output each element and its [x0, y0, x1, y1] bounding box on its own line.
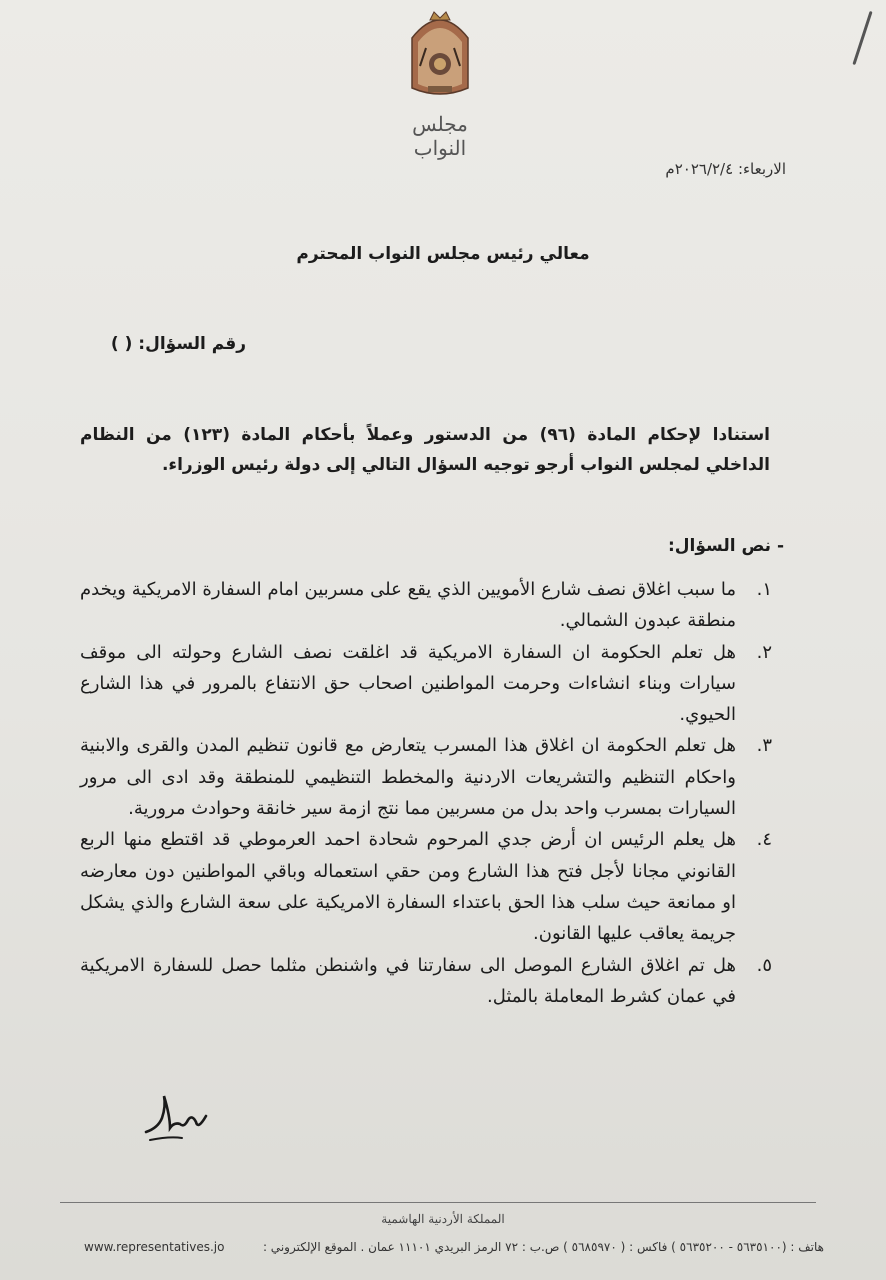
- footer-divider: [60, 1202, 816, 1203]
- question-number: ٤.: [756, 829, 772, 851]
- question-text-heading: - نص السؤال:: [667, 536, 784, 556]
- handwritten-signature: [140, 1088, 220, 1148]
- question-item: [80, 637, 772, 731]
- question-text: هل تعلم الحكومة ان السفارة الامريكية قد اغلقت نصف الشارع وحولته الى موقف سيارات وبناء انشاءات وحرمت المواطنين اصحاب حق الانتفاع بالمرور في هذا الشارع الحيوي.: [80, 641, 736, 726]
- pen-mark: [852, 11, 872, 65]
- question-number: ١.: [756, 579, 772, 600]
- questions-list: [80, 574, 772, 1012]
- question-number: ٣.: [756, 735, 772, 757]
- question-text: ما سبب اغلاق نصف شارع الأمويين الذي يقع على مسربين امام السفارة الامريكية ويخدم منطقة عبدون الشمالي.: [80, 579, 736, 632]
- intro-paragraph: استنادا لإحكام المادة (٩٦) من الدستور وعملاً بأحكام المادة (١٢٣) من النظام الداخلي لمجلس النواب أرجو توجيه السؤال التالي إلى دولة رئيس الوزراء.: [80, 425, 770, 475]
- question-number: ٥.: [756, 954, 772, 976]
- question-item: [80, 730, 772, 824]
- letter-date: الاربعاء: ٢٠٢٦/٢/٤م: [665, 160, 786, 178]
- question-item: [80, 574, 772, 637]
- question-number: ٢.: [756, 641, 772, 663]
- question-number-field: رقم السؤال: ( ): [110, 334, 246, 354]
- question-text: هل تم اغلاق الشارع الموصل الى سفارتنا في واشنطن مثلما حصل للسفارة الامريكية في عمان كشرط المعاملة بالمثل.: [80, 954, 736, 1007]
- footer-contact-info: هاتف : (٥٦٣٥١٠٠ - ٥٦٣٥٢٠٠ ) فاكس : ( ٥٦٨٥٩٧٠ ) ص.ب : ٧٢ الرمز البريدي ١١١٠١ عمان . الموقع الإلكتروني :: [262, 1240, 824, 1254]
- question-text: هل تعلم الحكومة ان اغلاق هذا المسرب يتعارض مع قانون تنظيم المدن والقرى والابنية واحكام التنظيم والتشريعات الاردنية والمخطط التنظيمي للمنطقة وقد ادى الى مرور السيارات بمسرب واحد بدل من مسربين مما نتج ازمة سير خانقة وحوادث مرورية.: [80, 735, 736, 820]
- footer-website-link[interactable]: www.representatives.jo: [84, 1240, 225, 1254]
- addressee-line: معالي رئيس مجلس النواب المحترم: [296, 244, 590, 264]
- question-text: هل يعلم الرئيس ان أرض جدي المرحوم شحادة احمد العرموطي قد اقتطع منها الربع القانوني مجانا لأجل فتح هذا الشارع ومن حقي استعماله وباقي المواطنين دون معارضه او ممانعة حيث سلب هذا الحق باعتداء السفارة الامريكية على سعة الشارع والذي يشكل جريمة يعاقب عليها القانون.: [80, 829, 736, 945]
- footer-kingdom-name: المملكة الأردنية الهاشمية: [381, 1212, 505, 1226]
- question-item: [80, 824, 772, 949]
- jordan-coat-of-arms-emblem: [404, 8, 476, 100]
- parliament-logo-text: مجلس النواب: [412, 112, 468, 160]
- question-item: [80, 950, 772, 1013]
